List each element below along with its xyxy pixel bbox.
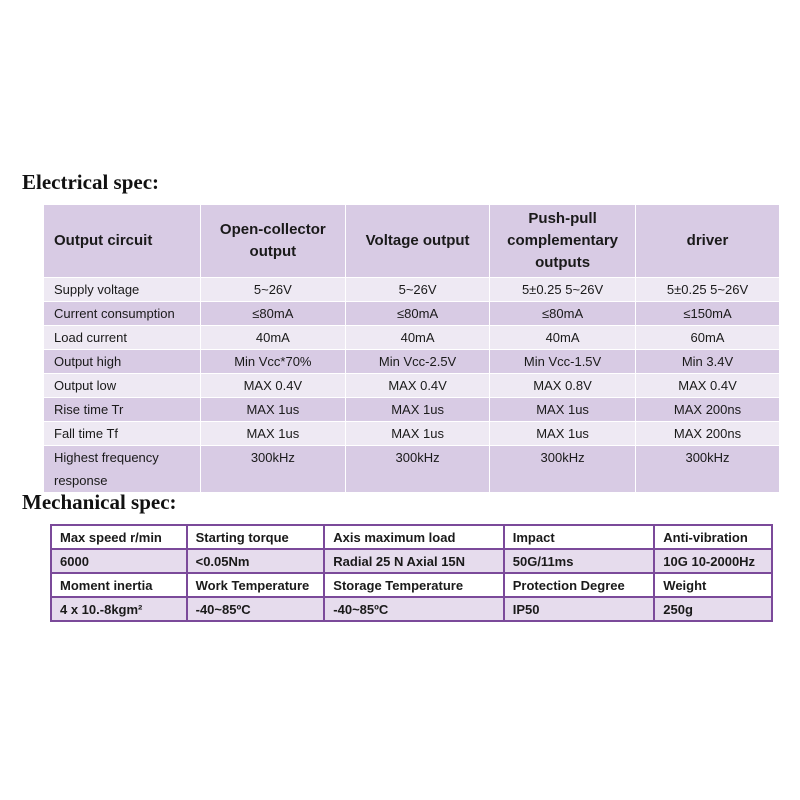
table-cell: Protection Degree [504,573,655,597]
header-cell: driver [636,205,780,278]
row-label: Load current [44,326,201,350]
header-cell: Voltage output [346,205,490,278]
table-cell: 4 x 10.-8kgm² [51,597,187,621]
table-cell: 300kHz [200,446,345,493]
table-cell: MAX 1us [200,422,345,446]
row-label: Current consumption [44,302,201,326]
table-cell: MAX 0.8V [490,374,636,398]
table-cell: Min Vcc-2.5V [346,350,490,374]
row-label: Highest frequency response [44,446,201,493]
table-row [44,374,780,398]
table-row [44,350,780,374]
table-cell: Max speed r/min [51,525,187,549]
table-cell: 40mA [346,326,490,350]
row-label: Output high [44,350,201,374]
table-row [44,326,780,350]
table-cell: 40mA [200,326,345,350]
row-label: Fall time Tf [44,422,201,446]
table-row [51,549,772,573]
table-cell: MAX 1us [490,398,636,422]
table-cell: ≤80mA [346,302,490,326]
table-row [51,597,772,621]
table-cell: 5~26V [200,278,345,302]
table-cell: Min 3.4V [636,350,780,374]
table-cell: Work Temperature [187,573,325,597]
table-cell: MAX 1us [200,398,345,422]
table-cell: Moment inertia [51,573,187,597]
table-cell: Impact [504,525,655,549]
electrical-spec-table [43,204,780,493]
table-cell: MAX 1us [346,398,490,422]
table-cell: MAX 0.4V [200,374,345,398]
table-cell: -40~85ºC [187,597,325,621]
header-cell: Output circuit [44,205,201,278]
table-cell: IP50 [504,597,655,621]
table-cell: Weight [654,573,772,597]
mechanical-spec-table [50,524,773,622]
table-cell: 300kHz [490,446,636,493]
header-cell: Open-collector output [200,205,345,278]
mechanical-spec-title: Mechanical spec: [22,490,177,514]
table-cell: 300kHz [636,446,780,493]
table-cell: ≤150mA [636,302,780,326]
table-cell: <0.05Nm [187,549,325,573]
table-row [44,278,780,302]
table-row [44,398,780,422]
table-cell: 40mA [490,326,636,350]
table-cell: MAX 1us [490,422,636,446]
table-cell: Radial 25 N Axial 15N [324,549,503,573]
table-cell: ≤80mA [200,302,345,326]
table-cell: MAX 1us [346,422,490,446]
table-row [44,422,780,446]
table-cell: 10G 10-2000Hz [654,549,772,573]
table-cell: 50G/11ms [504,549,655,573]
table-header-row [44,205,780,278]
table-cell: Axis maximum load [324,525,503,549]
electrical-spec-title: Electrical spec: [22,170,160,194]
table-row [44,302,780,326]
table-cell: Min Vcc-1.5V [490,350,636,374]
table-cell: 250g [654,597,772,621]
table-row [51,525,772,549]
table-cell: 6000 [51,549,187,573]
table-cell: 5~26V [346,278,490,302]
table-cell: MAX 0.4V [636,374,780,398]
table-cell: Storage Temperature [324,573,503,597]
table-cell: MAX 200ns [636,422,780,446]
row-label: Rise time Tr [44,398,201,422]
table-cell: MAX 200ns [636,398,780,422]
header-cell: Push-pull complementary outputs [490,205,636,278]
table-cell: -40~85ºC [324,597,503,621]
table-cell: Starting torque [187,525,325,549]
table-cell: 300kHz [346,446,490,493]
table-cell: Min Vcc*70% [200,350,345,374]
table-cell: 5±0.25 5~26V [490,278,636,302]
table-cell: 5±0.25 5~26V [636,278,780,302]
table-row [51,573,772,597]
table-cell: 60mA [636,326,780,350]
row-label: Output low [44,374,201,398]
table-row [44,446,780,493]
table-cell: MAX 0.4V [346,374,490,398]
row-label: Supply voltage [44,278,201,302]
table-cell: ≤80mA [490,302,636,326]
table-cell: Anti-vibration [654,525,772,549]
